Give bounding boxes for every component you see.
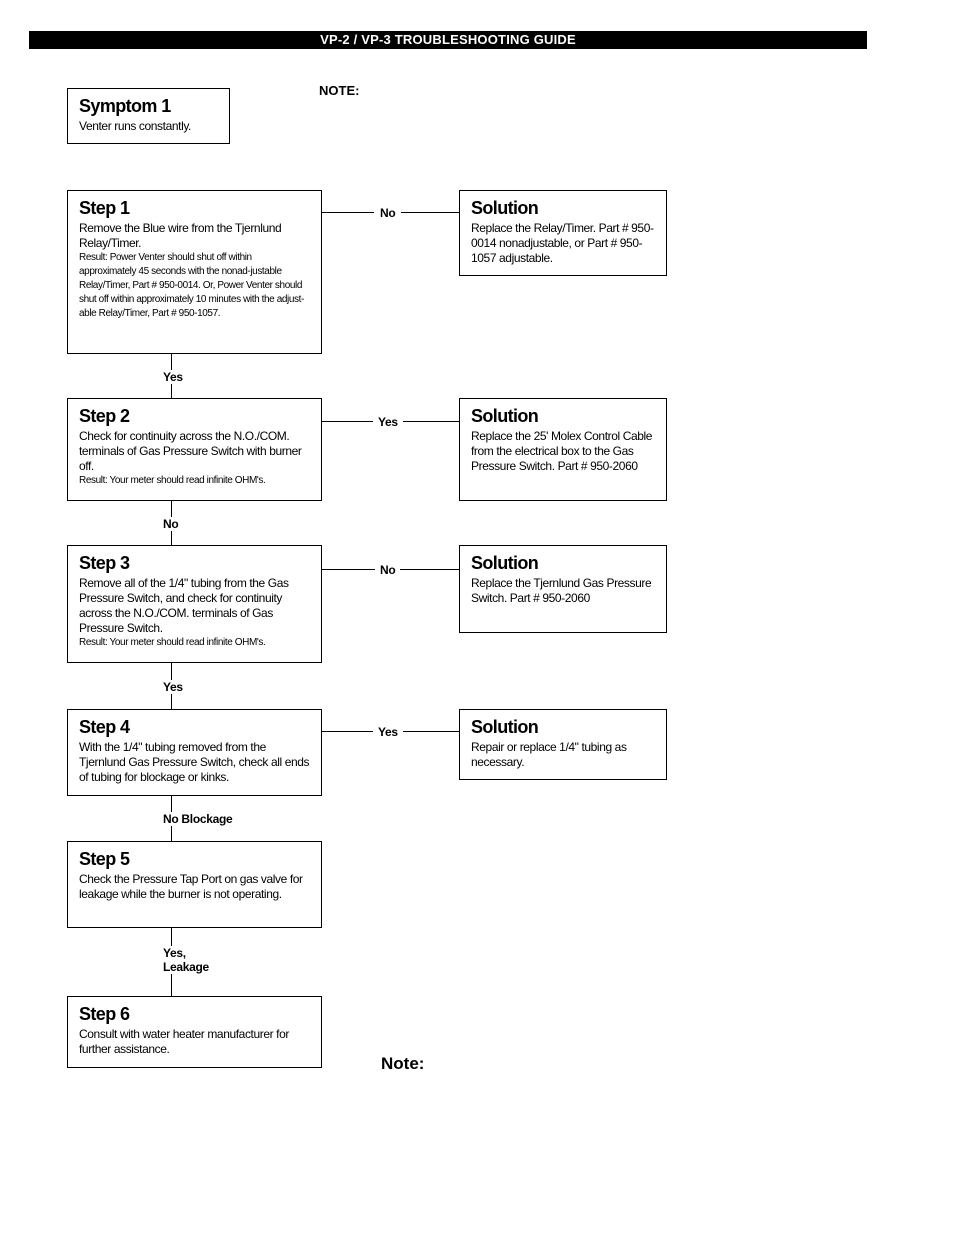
solution-3-text: Replace the Tjernlund Gas Pressure Switch. Part # 950-2060 bbox=[471, 576, 652, 605]
label-step4-step5: No Blockage bbox=[163, 812, 233, 826]
solution-1-title: Solution bbox=[471, 198, 539, 218]
step-4-box bbox=[67, 709, 322, 796]
step-6-text: Consult with water heater manufacturer for further assistance. bbox=[79, 1027, 289, 1056]
solution-2-box bbox=[459, 398, 667, 501]
solution-3-box bbox=[459, 545, 667, 633]
step-2-result: Result: Your meter should read infinite OHM's. bbox=[79, 475, 266, 486]
step-3-title: Step 3 bbox=[79, 553, 130, 573]
solution-2-title: Solution bbox=[471, 406, 539, 426]
solution-3-title: Solution bbox=[471, 553, 539, 573]
solution-4-box bbox=[459, 709, 667, 780]
label-step3-step4: Yes bbox=[163, 680, 183, 694]
step-2-title: Step 2 bbox=[79, 406, 130, 426]
page-header: VP-2 / VP-3 TROUBLESHOOTING GUIDE bbox=[29, 31, 867, 49]
solution-1-box bbox=[459, 190, 667, 276]
solution-4-title: Solution bbox=[471, 717, 539, 737]
step-6-box bbox=[67, 996, 322, 1068]
step-1-box bbox=[67, 190, 322, 354]
label-step5-step6 bbox=[162, 946, 210, 974]
label-step3-solution: No bbox=[375, 563, 400, 577]
step-1-title: Step 1 bbox=[79, 198, 130, 218]
step-5-box bbox=[67, 841, 322, 928]
step-1-result: Result: Power Venter should shut off within approximately 45 seconds with the nonad-justable Relay/Timer, Part # 950-0014. Or, Power Venter should shut off within approximately 10 minutes with the adjust-able Relay/Timer, Part # 950-1057. bbox=[79, 252, 304, 319]
step-4-text: With the 1/4" tubing removed from the Tjernlund Gas Pressure Switch, check all ends of tubing for blockage or kinks. bbox=[79, 740, 310, 784]
step-5-title: Step 5 bbox=[79, 849, 130, 869]
step-2-box bbox=[67, 398, 322, 501]
symptom-title: Symptom 1 bbox=[79, 96, 171, 116]
step-3-result: Result: Your meter should read infinite OHM's. bbox=[79, 637, 266, 648]
step-2-text: Check for continuity across the N.O./COM. terminals of Gas Pressure Switch with burner off. bbox=[79, 429, 302, 473]
symptom-text: Venter runs constantly. bbox=[79, 119, 191, 133]
solution-2-text: Replace the 25' Molex Control Cable from the electrical box to the Gas Pressure Switch. Part # 950-2060 bbox=[471, 429, 653, 473]
label-step5-step6-line1: Yes, bbox=[163, 946, 186, 960]
label-step5-step6-line2: Leakage bbox=[163, 960, 209, 974]
label-step2-solution: Yes bbox=[373, 415, 403, 429]
step-6-title: Step 6 bbox=[79, 1004, 130, 1024]
step-1-text: Remove the Blue wire from the Tjernlund Relay/Timer. bbox=[79, 221, 282, 250]
note-bottom-label: Note: bbox=[381, 1054, 425, 1073]
label-step4-solution: Yes bbox=[373, 725, 403, 739]
label-step1-solution: No bbox=[374, 206, 401, 220]
step-4-title: Step 4 bbox=[79, 717, 130, 737]
solution-1-text: Replace the Relay/Timer. Part # 950-0014 nonadjustable, or Part # 950-1057 adjustable. bbox=[471, 221, 654, 265]
step-5-text: Check the Pressure Tap Port on gas valve for leakage while the burner is not operating. bbox=[79, 872, 303, 901]
step-3-box bbox=[67, 545, 322, 663]
note-top-label: NOTE: bbox=[319, 83, 360, 98]
solution-4-text: Repair or replace 1/4" tubing as necessary. bbox=[471, 740, 627, 769]
symptom-box bbox=[67, 88, 230, 144]
step-3-text: Remove all of the 1/4" tubing from the Gas Pressure Switch, and check for continuity across the N.O./COM. terminals of Gas Pressure Switch. bbox=[79, 576, 289, 635]
label-step2-step3: No bbox=[163, 517, 179, 531]
label-step1-step2: Yes bbox=[163, 370, 183, 384]
